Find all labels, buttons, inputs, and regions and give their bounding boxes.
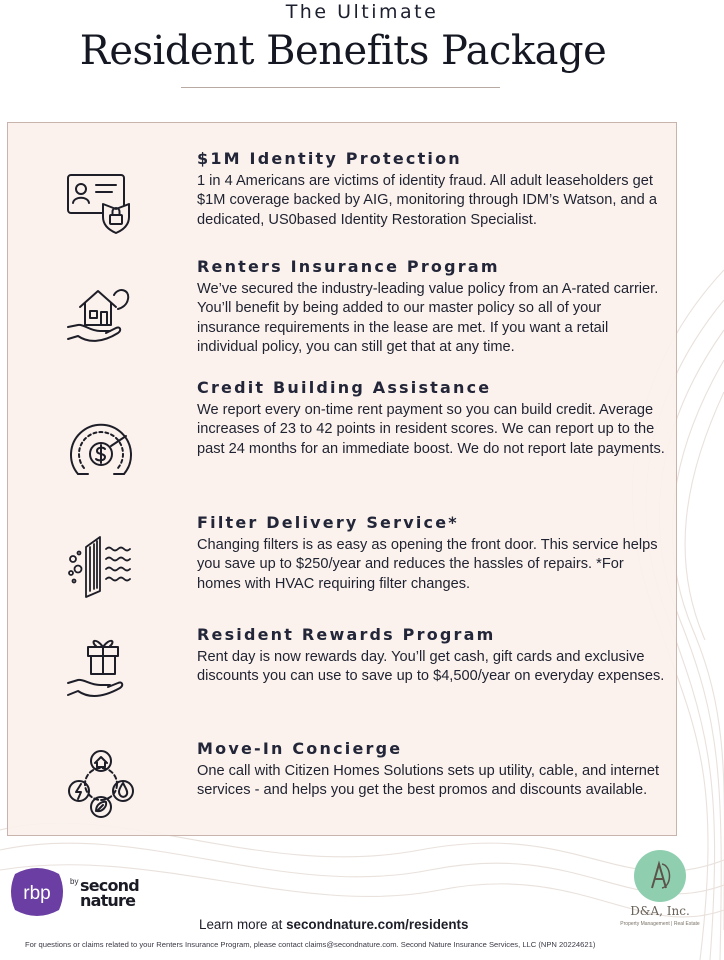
benefit-title: $1M Identity Protection [197, 149, 462, 168]
benefit-description: One call with Citizen Homes Solutions sets up utility, cable, and internet services - and helps you get the best promos and discounts available. [197, 763, 660, 799]
benefits-panel [7, 122, 677, 836]
learn-more-text [199, 917, 468, 932]
home-utilities-icon [66, 749, 136, 819]
brand-line-1: second [80, 876, 139, 895]
id-card-shield-icon [66, 169, 136, 239]
credit-gauge-icon [66, 416, 136, 486]
title-divider [181, 87, 500, 88]
brand-line-2: nature [80, 891, 136, 910]
benefit-description: Rent day is now rewards day. You’ll get cash, gift cards and exclusive discounts you can use to save up to $4,500/year on everyday expenses. [197, 649, 665, 685]
air-filter-icon [66, 531, 136, 601]
benefit-title: Credit Building Assistance [197, 378, 492, 397]
rbp-logo-text: rbp [23, 883, 51, 904]
partner-tagline: Property Management | Real Estate [620, 921, 700, 927]
benefit-description: We report every on-time rent payment so you can build credit. Average increases of 23 to 42 points in resident scores. We can report up to the past 24 months for an immediate boost. We do not report late payments. [197, 402, 665, 457]
second-nature-wordmark [80, 878, 139, 908]
benefit-title: Move-In Concierge [197, 739, 403, 758]
benefit-title: Filter Delivery Service* [197, 513, 459, 532]
header-kicker: The Ultimate [285, 1, 439, 23]
partner-name: D&A, Inc. [630, 904, 690, 918]
gift-hand-icon [66, 631, 136, 701]
house-hand-icon [66, 281, 136, 351]
benefit-description: We’ve secured the industry-leading value policy from an A-rated carrier. You’ll benefit by being added to our master policy so all of your insurance requirements in the lease are met. If you want a retail individual policy, you can still get that at any time. [197, 281, 659, 356]
benefit-title: Resident Rewards Program [197, 625, 496, 644]
rbp-by-label: by [70, 877, 79, 886]
page-title: Resident Benefits Package [79, 28, 607, 74]
benefit-title: Renters Insurance Program [197, 257, 500, 276]
da-inc-logo [632, 848, 688, 904]
insurance-disclaimer: For questions or claims related to your Renters Insurance Program, please contact claims@secondnature.com. Second Nature Insurance Services, LLC (NPN 20224621) [25, 940, 596, 949]
benefit-description: Changing filters is as easy as opening the front door. This service helps you save up to $250/year and reduces the hassles of repairs. *For homes with HVAC requiring filter changes. [197, 537, 658, 592]
rbp-logo [7, 864, 67, 920]
benefit-description: 1 in 4 Americans are victims of identity fraud. All adult leaseholders get $1M coverage backed by AIG, monitoring through IDM’s Watson, and a dedicated, US0based Identity Restoration Specialist. [197, 173, 657, 228]
learn-more-link[interactable]: secondnature.com/residents [286, 917, 469, 932]
learn-more-prefix: Learn more at [199, 917, 287, 932]
